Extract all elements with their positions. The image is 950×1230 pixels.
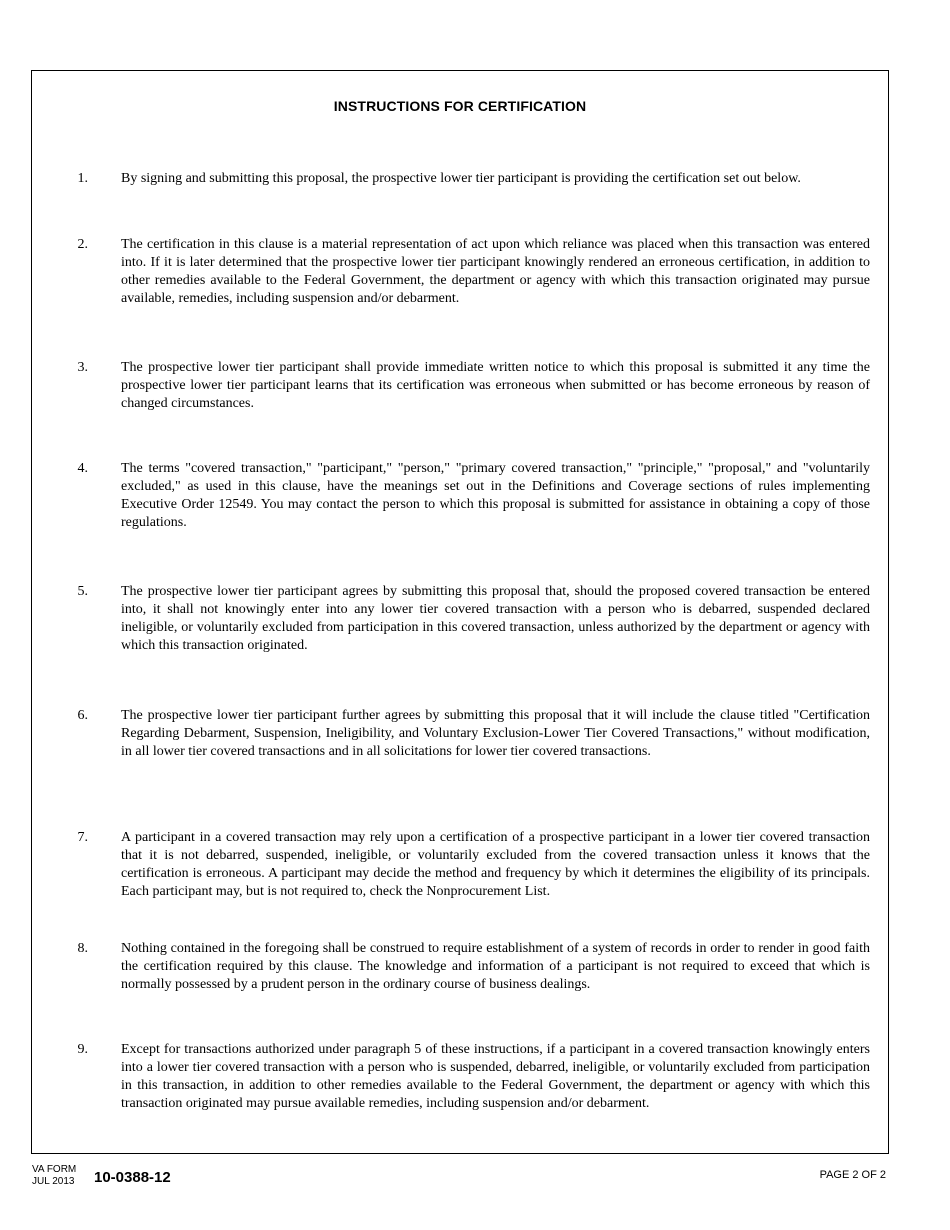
instruction-number: 4.: [77, 461, 88, 476]
instruction-number: 2.: [77, 237, 88, 252]
instruction-number: 1.: [77, 171, 88, 186]
instruction-number: 8.: [77, 941, 88, 956]
instruction-text: The certification in this clause is a material representation of act upon which reliance was placed when this transaction was entered into. If it is later determined that the prospective lower tier participant knowingly rendered an erroneous certification, in addition to other remedies available to the Federal Government, the department or agency with which this transaction originated may pursue available, remedies, including suspension and/or debarment.: [121, 237, 870, 306]
instruction-text: The terms "covered transaction," "participant," "person," "primary covered transaction," "principle," "proposal," and "voluntarily excluded," as used in this clause, have the meanings set out in the Definitions and Coverage sections of rules implementing Executive Order 12549. You may contact the person to which this proposal is submitted for assistance in obtaining a copy of those regulations.: [121, 461, 870, 530]
form-label: VA FORM: [32, 1164, 77, 1175]
instruction-text: By signing and submitting this proposal, the prospective lower tier participant is providing the certification set out below.: [121, 171, 801, 186]
page-number: PAGE 2 OF 2: [819, 1169, 886, 1181]
instruction-text: The prospective lower tier participant shall provide immediate written notice to which this proposal is submitted it any time the prospective lower tier participant learns that its certification was erroneous when submitted or has become erroneous by reason of changed circumstances.: [121, 360, 870, 411]
footer-form-label: [32, 1164, 76, 1188]
document-title: INSTRUCTIONS FOR CERTIFICATION: [333, 98, 587, 114]
instruction-text: The prospective lower tier participant further agrees by submitting this proposal that it will include the clause titled "Certification Regarding Debarment, Suspension, Ineligibility, and Voluntary Exclusion-Lower Tier Covered Transactions," without modification, in all lower tier covered transactions and in all solicitations for lower tier covered transactions.: [121, 708, 870, 759]
instruction-number: 9.: [77, 1042, 88, 1057]
instruction-number: 7.: [77, 830, 88, 845]
instruction-text: A participant in a covered transaction may rely upon a certification of a prospective participant in a lower tier covered transaction that it is not debarred, suspended, ineligible, or voluntarily excluded from the covered transaction unless it knows that the certification is erroneous. A participant may decide the method and frequency by which it determines the eligibility of its principals. Each participant may, but is not required to, check the Nonprocurement List.: [121, 830, 870, 899]
instruction-text: Nothing contained in the foregoing shall be construed to require establishment of a system of records in order to render in good faith the certification required by this clause. The knowledge and information of a participant is not required to exceed that which is normally possessed by a prudent person in the ordinary course of business dealings.: [121, 941, 870, 992]
instruction-text: Except for transactions authorized under paragraph 5 of these instructions, if a participant in a covered transaction knowingly enters into a lower tier covered transaction with a person who is suspended, debarred, ineligible, or voluntarily excluded from participation in this transaction, in addition to other remedies available to the Federal Government, the department or agency with which this transaction originated may pursue available remedies, including suspension and/or debarment.: [121, 1042, 870, 1111]
certification-form-box: [31, 70, 889, 1154]
instruction-number: 5.: [77, 584, 88, 599]
instruction-number: 6.: [77, 708, 88, 723]
form-date: JUL 2013: [32, 1176, 75, 1187]
form-number: 10-0388-12: [94, 1169, 171, 1186]
instruction-text: The prospective lower tier participant agrees by submitting this proposal that, should the proposed covered transaction be entered into, it shall not knowingly enter into any lower tier covered transaction with a person who is debarred, suspended declared ineligible, or voluntarily excluded from participation in this covered transaction, unless authorized by the department or agency with which this transaction originated.: [121, 584, 870, 653]
instruction-number: 3.: [77, 360, 88, 375]
